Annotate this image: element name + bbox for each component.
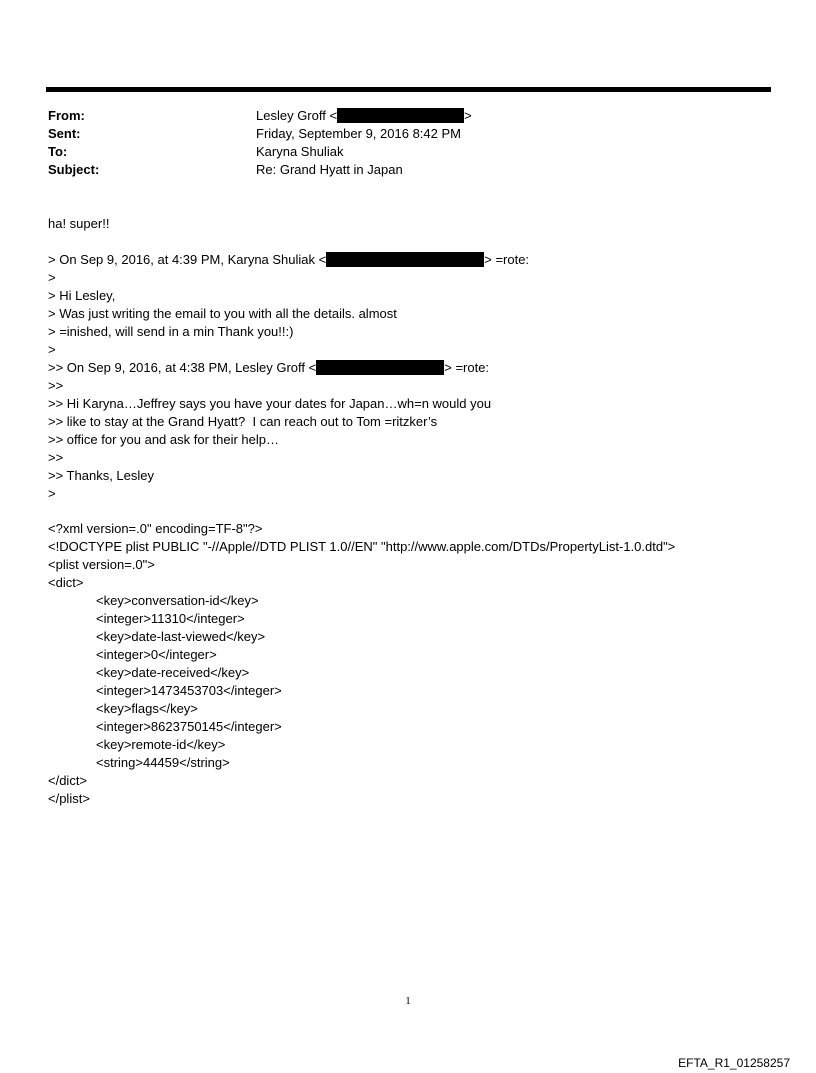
to-value: Karyna Shuliak [256, 144, 344, 159]
quote-header-2 [48, 359, 489, 377]
quote-line: > [48, 342, 56, 357]
quote-line: > [48, 486, 56, 501]
quote-line: > =inished, will send in a min Thank you!!:) [48, 324, 294, 339]
greeting-line: ha! super!! [48, 216, 110, 231]
plist-dict-line: <key>remote-id</key> [96, 737, 226, 752]
quote-line: >> Thanks, Lesley [48, 468, 154, 483]
plist-dict-line: <integer>11310</integer> [96, 611, 245, 626]
quote-header-1-post: > =rote: [484, 252, 530, 267]
quote-line: > Hi Lesley, [48, 288, 116, 303]
plist-dict-line: <integer>0</integer> [96, 647, 217, 662]
subject-label: Subject: [48, 162, 100, 177]
quote-header-1-pre: > On Sep 9, 2016, at 4:39 PM, Karyna Shuliak < [48, 252, 327, 267]
quote-header-2-post: > =rote: [444, 360, 490, 375]
plist-line: <?xml version=.0" encoding=TF-8"?> [48, 521, 263, 536]
quote-line: >> Hi Karyna…Jeffrey says you have your dates for Japan…wh=n would you [48, 396, 492, 411]
plist-dict-line: <integer>8623750145</integer> [96, 719, 282, 734]
to-label: To: [48, 144, 68, 159]
quote-line: > Was just writing the email to you with all the details. almost [48, 306, 397, 321]
redaction-box [337, 108, 464, 123]
from-value [256, 107, 472, 125]
from-close: > [464, 108, 472, 123]
redaction-box [316, 360, 444, 375]
plist-dict-line: <key>date-last-viewed</key> [96, 629, 266, 644]
plist-line: <dict> [48, 575, 84, 590]
quote-line: >> like to stay at the Grand Hyatt? I can reach out to Tom =ritzker’s [48, 414, 438, 429]
page-number: 1 [405, 995, 411, 1007]
from-label: From: [48, 108, 85, 123]
plist-line: <plist version=.0"> [48, 557, 155, 572]
plist-line: <!DOCTYPE plist PUBLIC "-//Apple//DTD PLIST 1.0//EN" "http://www.apple.com/DTDs/PropertyList-1.0.dtd"> [48, 539, 676, 554]
plist-line: </plist> [48, 791, 90, 806]
document-id: EFTA_R1_01258257 [678, 1056, 790, 1070]
quote-header-2-pre: >> On Sep 9, 2016, at 4:38 PM, Lesley Groff < [48, 360, 317, 375]
plist-line: </dict> [48, 773, 88, 788]
redaction-box [326, 252, 484, 267]
plist-dict-line: <key>flags</key> [96, 701, 198, 716]
plist-dict-line: <string>44459</string> [96, 755, 230, 770]
sent-value: Friday, September 9, 2016 8:42 PM [256, 126, 461, 141]
header-rule [46, 87, 771, 92]
quote-line: >> [48, 450, 64, 465]
quote-header-1 [48, 251, 529, 269]
plist-dict-line: <key>conversation-id</key> [96, 593, 259, 608]
quote-line: > [48, 270, 56, 285]
subject-value: Re: Grand Hyatt in Japan [256, 162, 403, 177]
quote-line: >> office for you and ask for their help… [48, 432, 280, 447]
plist-dict-line: <key>date-received</key> [96, 665, 250, 680]
quote-line: >> [48, 378, 64, 393]
from-name: Lesley Groff < [256, 108, 338, 123]
plist-dict-line: <integer>1473453703</integer> [96, 683, 282, 698]
sent-label: Sent: [48, 126, 81, 141]
